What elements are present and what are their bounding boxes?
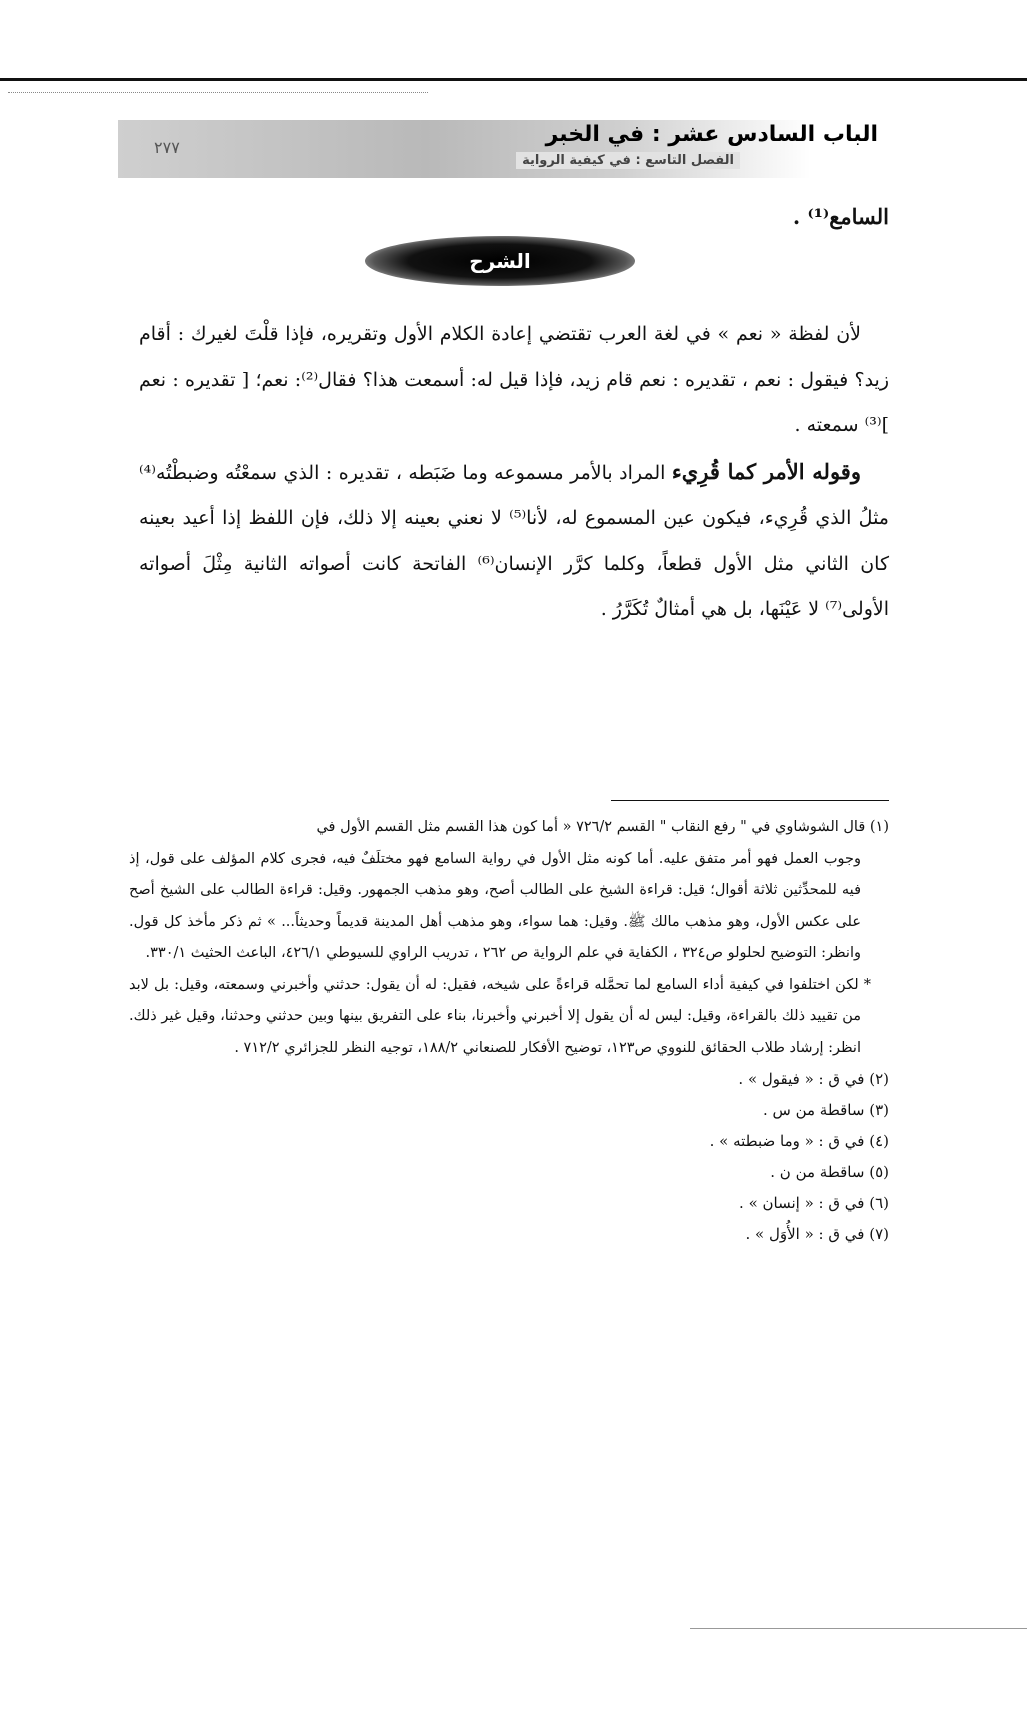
footnote-5: (٥) ساقطة من ن . (770, 1163, 889, 1181)
footnote-4: (٤) في ق : « وما ضبطته » . (709, 1132, 889, 1150)
footnotes (129, 812, 889, 1250)
top-faint-rule (8, 92, 428, 93)
paragraph-2-text: المراد بالأمر مسموعه وما ضَبَطه ، تقديره : الذي سمعْتُه وضبطْتُه⁽⁴⁾ مثلُ الذي قُرِيء، فيكون عين المسموع له، لأنا⁽⁵⁾ لا نعني بعينه إلا ذلك، فإن اللفظ إذا أعيد بعينه كان الثاني مثل الأول قطعاً، وكلما كرَّر الإنسان⁽⁶⁾ الفاتحة كانت أصواته الثانية مِثْلَ أصواته الأولى⁽⁷⁾ لا عَيْنَها، بل هي أمثالٌ تُكَرَّرُ . (139, 461, 889, 620)
paragraph-2 (139, 449, 889, 633)
footnote-3: (٣) ساقطة من س . (762, 1101, 889, 1119)
running-header (118, 120, 888, 178)
paragraph-2-lead: وقوله الأمر كما قُرِيء (671, 458, 861, 484)
chapter-title: الباب السادس عشر : في الخبر (545, 122, 878, 147)
section-subtitle: الفصل التاسع : في كيفية الرواية (516, 152, 740, 169)
page-number: ٢٧٧ (154, 138, 180, 157)
paragraph-1: لأن لفظة « نعم » في لغة العرب تقتضي إعادة الكلام الأول وتقريره، فإذا قلْتَ لغيرك : أقام زيد؟ فيقول : نعم ، تقديره : نعم قام زيد، فإذا قيل له: أسمعت هذا؟ فقال⁽²⁾: نعم؛ [ تقديره : نعم ]⁽³⁾ سمعته . (139, 323, 890, 436)
footnote-star: * لكن اختلفوا في كيفية أداء السامع لما تحمَّله قراءةً على شيخه، فقيل: له أن يقول: حدثني وأخبرني وسمعته، وقيل: بل لابد من تقييد ذلك بالقراءة، وقيل: ليس له أن يقول إلا أخبرني وأخبرنا، بناء على التفريق بينها وبين حدثني وحدثنا، وقيل غير ذلك. انظر: إرشاد طلاب الحقائق للنووي ص١٢٣، توضيح الأفكار للصنعاني ١٨٨/٢، توجيه النظر للجزائري ٧١٢/٢ . (129, 976, 871, 1056)
commentary-body (139, 312, 889, 633)
bottom-rule (690, 1628, 1027, 1629)
footnote-1-head: (١) قال الشوشاوي في " رفع النقاب " القسم ٧٢٦/٢ « أما كون هذا القسم مثل القسم الأول في (316, 819, 889, 835)
footnote-1-body: وجوب العمل فهو أمر متفق عليه. أما كونه مثل الأول في رواية السامع فهو مختلَفٌ فيه، فجرى كلام المؤلف على قول، إذ فيه للمحدِّثين ثلاثة أقوال؛ قيل: قراءة الشيخ على الطالب أصح، وهو مذهب الجمهور. وقيل: قراءة الطالب على الشيخ أصح على عكس الأول، وهو مذهب مالك ﷺ. وقيل: هما سواء، وهو مذهب أهل المدينة قديماً وحديثاً... » ثم ذكر مأخذ كل قول. وانظر: التوضيح لحلولو ص٣٢٤ ، الكفاية في علم الرواية ص ٢٦٢ ، تدريب الراوي للسيوطي ٤٢٦/١، الباعث الحثيث ٣٣٠/١. (129, 850, 861, 961)
section-badge-label: الشرح (469, 249, 531, 273)
footnote-separator (611, 800, 889, 801)
continuation-text: السامع⁽¹⁾ . (792, 204, 889, 229)
section-badge (365, 236, 635, 286)
top-rule (0, 78, 1027, 81)
footnote-6: (٦) في ق : « إنسان » . (739, 1194, 889, 1212)
footnote-7: (٧) في ق : « الأُوَل » . (745, 1225, 889, 1243)
footnote-2: (٢) في ق : « فيقول » . (738, 1070, 889, 1088)
